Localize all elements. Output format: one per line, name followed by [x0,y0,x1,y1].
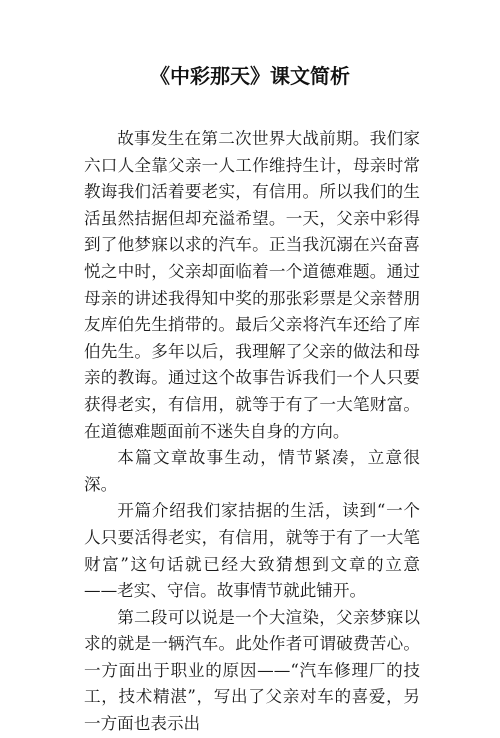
paragraph-2: 本篇文章故事生动，情节紧凑，立意很深。 [84,448,420,494]
paragraph-1: 故事发生在第二次世界大战前期。我们家六口人全靠父亲一人工作维持生计，母亲时常教诲我们活着要老实，有信用。所以我们的生活虽然拮据但却充溢希望。一天，父亲中彩得到了他梦寐以求的汽车。正当我沉溺在兴奋喜悦之中时，父亲却面临着一个道德难题。通过母亲的讲述我得知中奖的那张彩票是父亲替朋友库伯先生捎带的。最后父亲将汽车还给了库伯先生。多年以后，我理解了父亲的做法和母亲的教诲。通过这个故事告诉我们一个人只要获得老实，有信用，就等于有了一大笔财富。在道德难题面前不迷失自身的方向。 [84,129,420,441]
document-body [84,126,420,738]
paragraph-4: 第二段可以说是一个大渲染，父亲梦寐以求的就是一辆汽车。此处作者可谓破费苦心。一方面出于职业的原因——“汽车修理厂的技工，技术精湛”，写出了父亲对车的喜爱，另一方面也表示出 [84,607,420,734]
paragraph-3: 开篇介绍我们家拮据的生活，读到“一个人只要活得老实，有信用，就等于有了一大笔财富”这句话就已经大致猜想到文章的立意——老实、守信。故事情节就此铺开。 [84,501,420,601]
document-title: 《中彩那天》课文简析 [150,64,350,88]
